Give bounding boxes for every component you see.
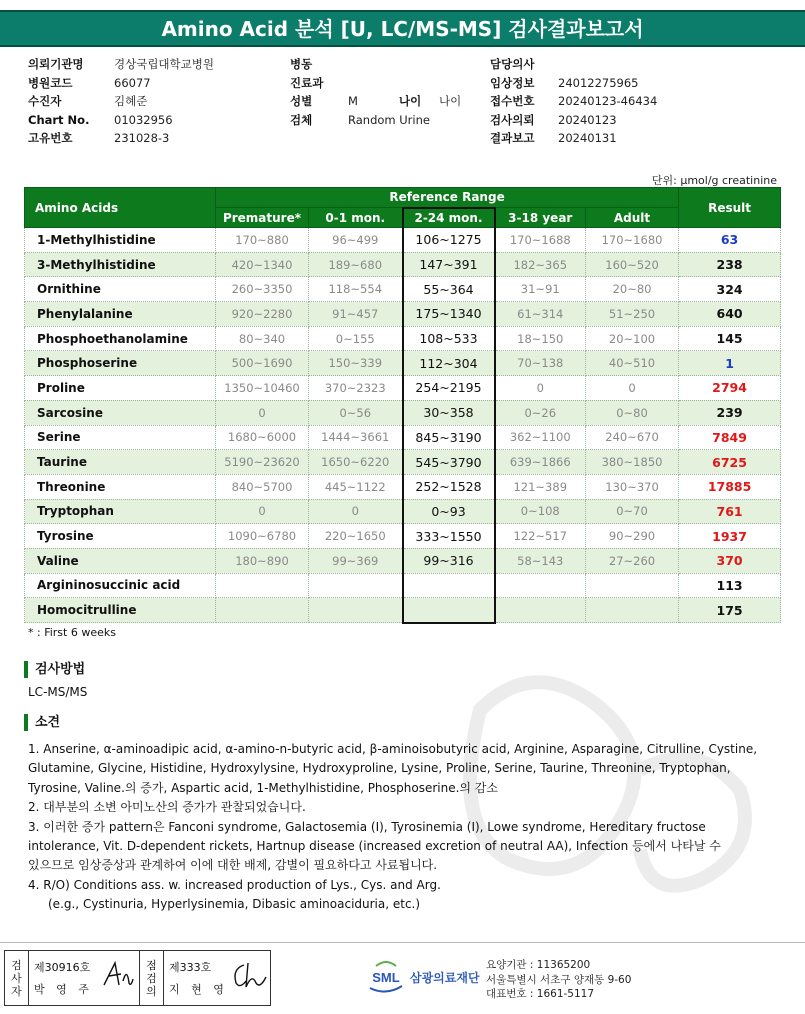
method-text: LC-MS/MS [28, 685, 88, 699]
svg-text:SML: SML [372, 970, 400, 985]
amino-acid-table [24, 187, 781, 624]
table-row [25, 598, 781, 623]
findings-line: 2. 대부분의 소변 아미노산의 증가가 관찰되었습니다. [28, 800, 306, 815]
info-label: 병원코드 [28, 75, 73, 90]
reference-range-cell: 254~2195 [403, 376, 495, 401]
reference-range-cell: 182~365 [495, 252, 586, 277]
result-cell: 17885 [679, 474, 781, 499]
reference-range-cell: 30~358 [403, 400, 495, 425]
reference-range-cell: 99~369 [309, 548, 403, 573]
reference-range-cell [403, 573, 495, 598]
reference-range-cell: 1444~3661 [309, 425, 403, 450]
result-header: Result [679, 188, 781, 228]
reference-range-cell: 18~150 [495, 326, 586, 351]
reference-range-cell: 0~26 [495, 400, 586, 425]
reference-range-cell: 112~304 [403, 351, 495, 376]
amino-acid-name: Valine [25, 548, 216, 573]
reference-range-cell: 99~316 [403, 548, 495, 573]
table-row [25, 376, 781, 401]
reference-range-cell: 0 [495, 376, 586, 401]
info-value: 231028-3 [114, 131, 170, 146]
findings-line: 4. R/O) Conditions ass. w. increased production of Lys., Cys. and Arg. [28, 877, 441, 892]
examiner-signature [5, 951, 140, 1005]
examiner-signature-icon [101, 959, 135, 991]
reference-range-cell: 80~340 [216, 326, 309, 351]
info-label: 검사의뢰 [490, 112, 535, 127]
reference-range-cell: 91~457 [309, 302, 403, 327]
table-row [25, 228, 781, 253]
reference-range-cell: 1650~6220 [309, 450, 403, 475]
reference-range-cell: 150~339 [309, 351, 403, 376]
info-value: 66077 [114, 75, 151, 90]
sub-header: Premature* [216, 208, 309, 228]
patient-info-col3 [490, 55, 657, 148]
reference-range-cell: 1680~6000 [216, 425, 309, 450]
table-row [25, 425, 781, 450]
amino-acid-rows [25, 228, 781, 623]
reference-range-cell: 0~70 [586, 499, 679, 524]
reference-range-cell: 333~1550 [403, 524, 495, 549]
reference-range-cell: 445~1122 [309, 474, 403, 499]
table-row [25, 474, 781, 499]
dept-label: 진료과 [290, 75, 324, 90]
reference-range-cell: 170~1680 [586, 228, 679, 253]
reference-range-cell: 0~108 [495, 499, 586, 524]
reference-range-cell: 5190~23620 [216, 450, 309, 475]
reference-range-cell: 61~314 [495, 302, 586, 327]
signature-box [4, 950, 271, 1006]
info-value: 20240123-46434 [558, 94, 658, 109]
reference-range-cell: 55~364 [403, 277, 495, 302]
reference-range-cell [403, 598, 495, 623]
sml-logo-icon [366, 958, 406, 996]
amino-acid-name: Threonine [25, 474, 216, 499]
reference-range-cell: 121~389 [495, 474, 586, 499]
info-value: 20240123 [558, 112, 617, 127]
reference-range-cell: 0 [216, 400, 309, 425]
table-row [25, 450, 781, 475]
sub-header: 3-18 year [495, 208, 586, 228]
reference-range-cell: 108~533 [403, 326, 495, 351]
reference-range-cell: 130~370 [586, 474, 679, 499]
report-title: Amino Acid 분석 [U, LC/MS-MS] 검사결과보고서 [0, 10, 805, 47]
reference-range-cell [586, 573, 679, 598]
amino-acid-name: Phosphoethanolamine [25, 326, 216, 351]
reference-range-cell: 240~670 [586, 425, 679, 450]
result-cell: 113 [679, 573, 781, 598]
findings-line: 3. 이러한 증가 pattern은 Fanconi syndrome, Galactosemia (I), Tyrosinemia (I), Lowe syndrome, Hereditary fructose [28, 819, 706, 834]
reference-range-cell: 175~1340 [403, 302, 495, 327]
result-cell: 324 [679, 277, 781, 302]
info-label: 담당의사 [490, 57, 535, 72]
reference-range-cell: 420~1340 [216, 252, 309, 277]
sml-logo [366, 958, 480, 996]
table-row [25, 499, 781, 524]
reference-range-cell: 380~1850 [586, 450, 679, 475]
sub-header: 0-1 mon. [309, 208, 403, 228]
reference-range-cell: 362~1100 [495, 425, 586, 450]
patient-info-col2 [290, 55, 461, 129]
result-cell: 761 [679, 499, 781, 524]
result-cell: 239 [679, 400, 781, 425]
findings-line: (e.g., Cystinuria, Hyperlysinemia, Dibasic aminoaciduria, etc.) [48, 897, 421, 912]
reviewer-name: 지 현 영 [169, 983, 228, 996]
method-heading: 검사방법 [24, 661, 85, 678]
info-value: 20240131 [558, 131, 617, 146]
reference-range-cell: 0~93 [403, 499, 495, 524]
table-row [25, 548, 781, 573]
table-row [25, 277, 781, 302]
reference-range-cell: 118~554 [309, 277, 403, 302]
info-label: 수진자 [28, 94, 62, 109]
info-value: 경상국립대학교병원 [114, 57, 214, 72]
reference-range-cell: 260~3350 [216, 277, 309, 302]
reviewer-signature-icon [230, 959, 270, 991]
reference-range-cell: 20~100 [586, 326, 679, 351]
reference-range-cell: 639~1866 [495, 450, 586, 475]
amino-acid-name: Taurine [25, 450, 216, 475]
reference-range-cell: 96~499 [309, 228, 403, 253]
amino-acid-name: Homocitrulline [25, 598, 216, 623]
findings-line: Glutamine, Glycine, Histidine, Hydroxylysine, Hydroxyproline, Lysine, Proline, Serine, Taurine, Threonine, Tryptophan, [28, 761, 731, 776]
reference-range-cell: 370~2323 [309, 376, 403, 401]
reference-range-cell: 90~290 [586, 524, 679, 549]
table-row [25, 252, 781, 277]
reference-range-cell: 122~517 [495, 524, 586, 549]
amino-acid-name: Phosphoserine [25, 351, 216, 376]
info-label: 임상정보 [490, 75, 535, 90]
result-cell: 6725 [679, 450, 781, 475]
info-value: 01032956 [114, 112, 173, 127]
ward-label: 병동 [290, 57, 313, 72]
info-label: 결과보고 [490, 131, 535, 146]
age-label: 나이 [399, 94, 422, 109]
org-phone: 대표번호 : 1661-5117 [486, 988, 595, 1000]
info-label: 고유번호 [28, 131, 73, 146]
reference-range-cell: 500~1690 [216, 351, 309, 376]
reference-range-cell: 40~510 [586, 351, 679, 376]
reference-range-cell: 0~80 [586, 400, 679, 425]
reference-range-cell: 0~56 [309, 400, 403, 425]
examiner-number: 제30916호 [34, 961, 91, 974]
info-label: 의뢰기관명 [28, 57, 84, 72]
reference-range-cell: 20~80 [586, 277, 679, 302]
reference-range-cell: 180~890 [216, 548, 309, 573]
table-row [25, 326, 781, 351]
reference-range-cell: 545~3790 [403, 450, 495, 475]
amino-acid-name: Phenylalanine [25, 302, 216, 327]
org-info [486, 958, 631, 1002]
sub-header: 2-24 mon. [403, 208, 495, 228]
result-cell: 370 [679, 548, 781, 573]
findings-line: 1. Anserine, α-aminoadipic acid, α-amino-n-butyric acid, β-aminoisobutyric acid, Arginine, Asparagine, Citrulline, Cystine, [28, 742, 758, 756]
result-cell: 640 [679, 302, 781, 327]
org-address: 서울특별시 서초구 양재동 9-60 [486, 973, 632, 986]
reference-range-cell [309, 598, 403, 623]
amino-acids-header: Amino Acids [25, 188, 216, 228]
reference-range-cell: 0~155 [309, 326, 403, 351]
result-cell: 238 [679, 252, 781, 277]
reference-range-header: Reference Range [216, 188, 679, 208]
reference-range-cell: 27~260 [586, 548, 679, 573]
unit-label: 단위: µmol/g creatinine [651, 174, 777, 187]
footnote: * : First 6 weeks [28, 626, 116, 639]
reference-range-cell: 189~680 [309, 252, 403, 277]
amino-acid-name: Argininosuccinic acid [25, 573, 216, 598]
table-row [25, 400, 781, 425]
reference-range-cell: 920~2280 [216, 302, 309, 327]
result-cell: 145 [679, 326, 781, 351]
reference-range-cell: 840~5700 [216, 474, 309, 499]
footer-divider [0, 942, 805, 943]
reference-range-cell: 0 [309, 499, 403, 524]
findings-heading: 소견 [24, 714, 60, 731]
reviewer-number: 제333호 [169, 961, 212, 974]
patient-info-col1 [28, 55, 214, 148]
reference-range-cell: 0 [586, 376, 679, 401]
sex-value: M [348, 94, 358, 109]
watermark-icon [440, 650, 770, 930]
reference-range-cell: 845~3190 [403, 425, 495, 450]
result-cell: 175 [679, 598, 781, 623]
amino-acid-name: Tryptophan [25, 499, 216, 524]
logo-name: 삼광의료재단 [410, 970, 480, 985]
table-row [25, 351, 781, 376]
reviewer-signature [140, 951, 274, 1005]
findings-line: 있으므로 임상증상과 관계하여 이에 대한 배제, 감별이 필요하다고 사료됩니다. [28, 858, 438, 873]
amino-acid-name: Tyrosine [25, 524, 216, 549]
reference-range-cell: 170~880 [216, 228, 309, 253]
age-value: 나이 [439, 94, 462, 109]
result-cell: 1 [679, 351, 781, 376]
findings-line: intolerance, Vit. D-dependent rickets, Hartnup disease (increased excretion of neutral AA), Infection 등에서 나타날 수 [28, 839, 721, 854]
result-cell: 1937 [679, 524, 781, 549]
specimen-value: Random Urine [348, 112, 430, 127]
reference-range-cell [495, 573, 586, 598]
reference-range-cell [309, 573, 403, 598]
org-code: 요양기관 : 11365200 [486, 959, 591, 971]
amino-acid-name: 3-Methylhistidine [25, 252, 216, 277]
specimen-label: 검체 [290, 112, 313, 127]
reference-range-cell: 160~520 [586, 252, 679, 277]
reference-range-cell: 170~1688 [495, 228, 586, 253]
result-cell: 2794 [679, 376, 781, 401]
reference-range-cell [216, 573, 309, 598]
result-cell: 7849 [679, 425, 781, 450]
amino-acid-name: Ornithine [25, 277, 216, 302]
reference-range-cell [586, 598, 679, 623]
info-value: 김혜준 [114, 94, 148, 109]
reference-range-cell: 70~138 [495, 351, 586, 376]
table-row [25, 573, 781, 598]
reference-range-cell: 31~91 [495, 277, 586, 302]
examiner-name: 박 영 주 [34, 983, 93, 996]
reference-range-cell: 58~143 [495, 548, 586, 573]
sex-label: 성별 [290, 94, 313, 109]
info-value: 24012275965 [558, 75, 639, 90]
result-cell: 63 [679, 228, 781, 253]
examiner-label: 검 사 자 [5, 951, 29, 1005]
info-label: 접수번호 [490, 94, 535, 109]
reference-range-cell: 220~1650 [309, 524, 403, 549]
info-label: Chart No. [28, 112, 90, 127]
reference-range-cell: 51~250 [586, 302, 679, 327]
table-row [25, 302, 781, 327]
reviewer-label: 점 검 의 [140, 951, 164, 1005]
reference-range-cell: 106~1275 [403, 228, 495, 253]
amino-acid-name: Serine [25, 425, 216, 450]
amino-acid-name: 1-Methylhistidine [25, 228, 216, 253]
reference-range-cell [495, 598, 586, 623]
amino-acid-name: Sarcosine [25, 400, 216, 425]
reference-range-cell [216, 598, 309, 623]
sub-header: Adult [586, 208, 679, 228]
table-row [25, 524, 781, 549]
reference-range-cell: 0 [216, 499, 309, 524]
reference-range-cell: 1350~10460 [216, 376, 309, 401]
reference-range-cell: 252~1528 [403, 474, 495, 499]
reference-range-cell: 1090~6780 [216, 524, 309, 549]
findings-line: Tyrosine, Valine.의 증가, Aspartic acid, 1-Methylhistidine, Phosphoserine.의 감소 [28, 780, 498, 795]
reference-range-cell: 147~391 [403, 252, 495, 277]
amino-acid-name: Proline [25, 376, 216, 401]
